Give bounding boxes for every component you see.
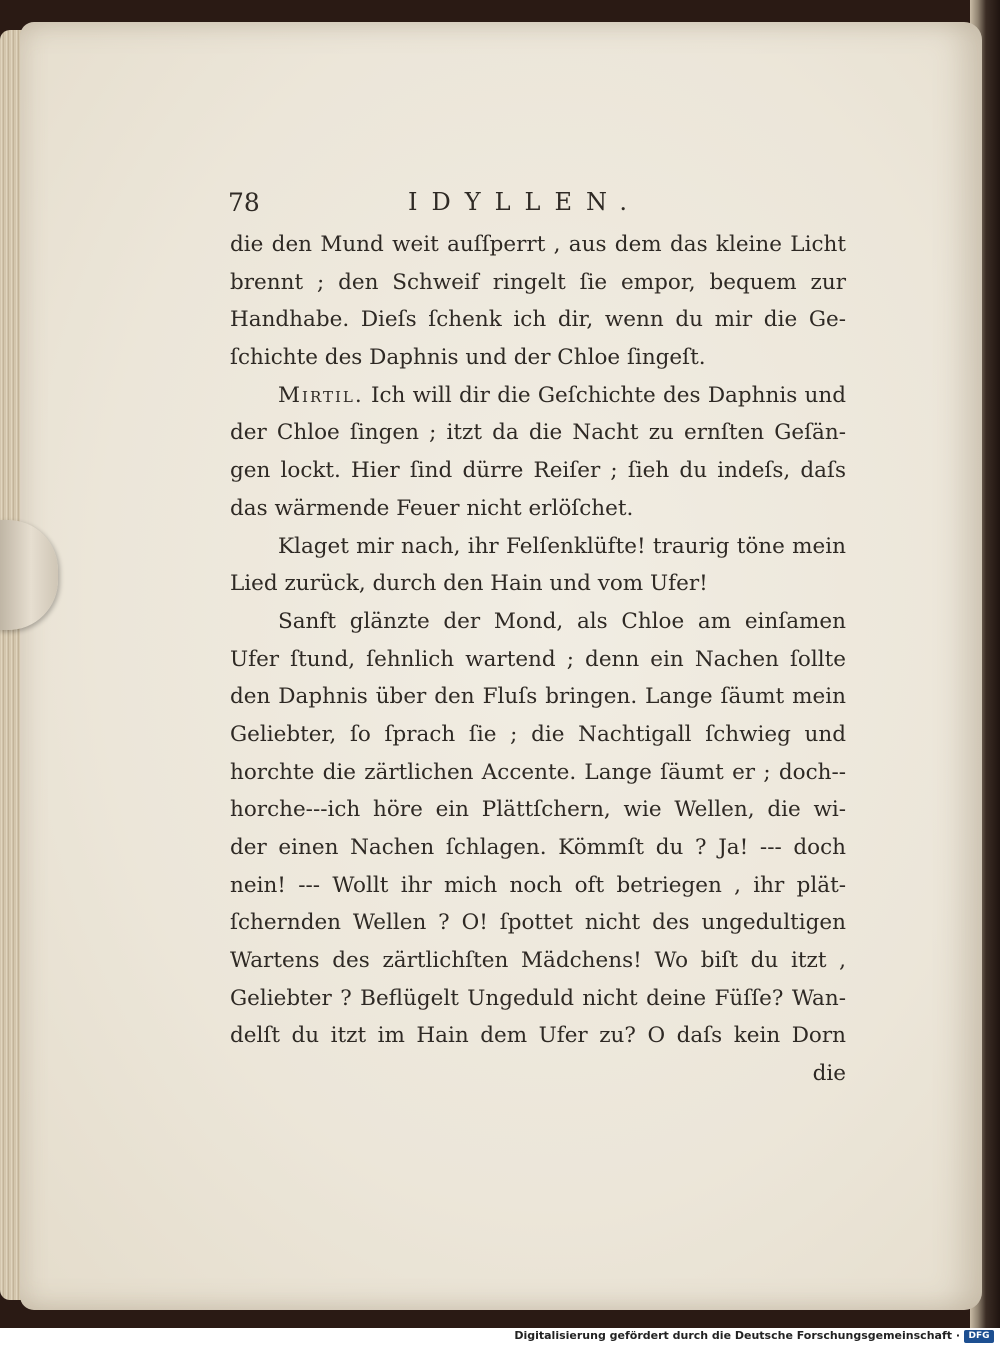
speaker-text: Ich will dir die Geſchichte des Daphnis und (371, 382, 846, 408)
text-line-speaker (230, 377, 846, 415)
text-line: der Chloe ſingen ; itzt da die Nacht zu ernſten Geſän- (230, 420, 846, 446)
text-line: delſt du itzt im Hain dem Ufer zu? O daſs kein Dorn (230, 1023, 846, 1049)
running-title: IDYLLEN. (408, 188, 642, 216)
text-line: Handhabe. Dieſs ſchenk ich dir, wenn du mir die Ge- (230, 307, 846, 333)
text-line: brennt ; den Schweif ringelt ſie empor, bequem zur (230, 269, 846, 295)
text-line: ſchernden Wellen ? O! ſpottet nicht des ungedultigen (230, 910, 846, 936)
text-line: Ufer ſtund, ſehnlich wartend ; denn ein Nachen ſollte (230, 646, 846, 672)
text-line: Sanft glänzte der Mond, als Chloe am einſamen (278, 608, 846, 634)
text-line: nein! --- Wollt ihr mich noch oft betriegen , ihr plät- (230, 872, 846, 898)
running-head (228, 188, 848, 228)
text-line: Wartens des zärtlichſten Mädchens! Wo biſt du itzt , (230, 948, 846, 974)
page-number: 78 (228, 188, 260, 217)
text-line: horche---ich höre ein Plättſchern, wie Wellen, die wi- (230, 797, 846, 823)
text-block (230, 226, 846, 1093)
text-line: Lied zurück, durch den Hain und vom Ufer! (230, 571, 708, 597)
footer-bar (0, 1328, 1000, 1346)
digitization-credit: Digitalisierung gefördert durch die Deutsche Forschungsgemeinschaft · (514, 1329, 960, 1342)
text-line: der einen Nachen ſchlagen. Kömmſt du ? Ja! --- doch (230, 835, 846, 860)
text-line: ſchichte des Daphnis und der Chloe ſingeſt. (230, 345, 706, 371)
text-line: die den Mund weit auſſperrt , aus dem das kleine Licht (230, 232, 846, 257)
dfg-logo: DFG (964, 1330, 994, 1343)
catchword: die (812, 1061, 846, 1087)
speaker-name: Mirtil. (278, 382, 364, 408)
text-line: Geliebter ? Beflügelt Ungeduld nicht deine Füſſe? Wan- (230, 985, 846, 1011)
text-line: das wärmende Feuer nicht erlöſchet. (230, 495, 634, 521)
text-line: horchte die zärtlichen Accente. Lange ſäumt er ; doch-- (230, 759, 846, 785)
text-line: Klaget mir nach, ihr Felſenklüfte! traurig töne mein (278, 533, 846, 559)
text-line: gen lockt. Hier ſind dürre Reiſer ; ſieh du indeſs, daſs (230, 458, 846, 484)
text-line: den Daphnis über den Fluſs bringen. Lange ſäumt mein (230, 684, 846, 710)
text-line: Geliebter, ſo ſprach ſie ; die Nachtigall ſchwieg und (230, 721, 846, 747)
